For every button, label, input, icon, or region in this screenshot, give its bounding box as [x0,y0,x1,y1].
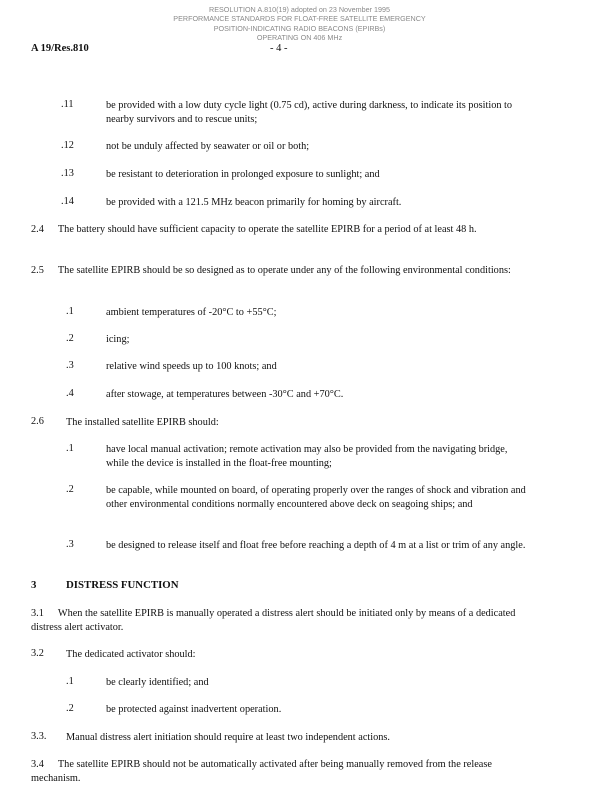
item-text: be resistant to deterioration in prolonged exposure to sunlight; and [106,169,380,180]
paragraph-3-1 [31,607,526,634]
document-reference: A 19/Res.810 [31,43,89,54]
item-number: .2 [66,703,74,714]
paragraph-number: 2.5 [31,265,44,276]
item-text: be protected against inadvertent operation. [106,704,282,715]
item-number: .2 [66,333,74,344]
paragraph-number: 3.3. [31,731,47,742]
paragraph-number: 3.1 [31,608,44,619]
item-text: have local manual activation; remote activation may also be provided from the navigating bridge, while the device is installed in the float-free mounting; [106,444,508,469]
running-header-line: POSITION-INDICATING RADIO BEACONS (EPIRBs) [213,23,386,33]
item-number: .3 [66,539,74,550]
item-text: be capable, while mounted on board, of operating properly over the ranges of shock and vibration and other environmental conditions normally encountered above deck on seagoing ships; and [106,485,526,510]
item-text: ambient temperatures of -20°C to +55°C; [106,307,277,318]
item-text: be designed to release itself and float free before reaching a depth of 4 m at a list or trim of any angle. [106,540,526,551]
section-title: DISTRESS FUNCTION [66,579,179,591]
running-header-line: OPERATING ON 406 MHz [256,33,343,43]
item-number: .1 [66,676,74,687]
item-number: .1 [66,306,74,317]
item-number: .14 [61,196,74,207]
paragraph-3-4 [31,758,526,785]
paragraph-text: The dedicated activator should: [66,649,196,660]
item-number: .4 [66,388,74,399]
item-number: .3 [66,360,74,371]
paragraph-number: 3.4 [31,759,44,770]
paragraph-number: 3.2 [31,648,44,659]
item-text: be provided with a low duty cycle light (0.75 cd), active during darkness, to indicate its position to nearby survivors and to rescue units; [106,100,513,125]
item-number: .2 [66,484,74,495]
running-header-line: RESOLUTION A.810(19) adopted on 23 November 1995 [209,5,390,14]
item-text: be provided with a 121.5 MHz beacon primarily for homing by aircraft. [106,197,402,208]
paragraph-2-5 [31,264,526,278]
item-text: be clearly identified; and [106,677,209,688]
running-header-line: PERFORMANCE STANDARDS FOR FLOAT-FREE SATELLITE EMERGENCY [173,14,426,24]
item-text: not be unduly affected by seawater or oil or both; [106,141,310,152]
paragraph-number: 2.6 [31,416,44,427]
item-number: .11 [61,99,74,110]
paragraph-text: The satellite EPIRB should not be automatically activated after being manually removed from the release mechanism. [31,759,492,784]
section-number: 3 [31,579,37,591]
paragraph-2-4 [31,223,526,237]
item-text: relative wind speeds up to 100 knots; and [106,361,277,372]
item-text: icing; [106,334,130,345]
paragraph-number: 2.4 [31,224,44,235]
page-number: - 4 - [270,43,288,54]
item-number: .12 [61,140,74,151]
paragraph-text: Manual distress alert initiation should require at least two independent actions. [66,732,390,743]
item-number: .1 [66,443,74,454]
running-header [0,5,599,43]
item-text: after stowage, at temperatures between -30°C and +70°C. [106,389,344,400]
paragraph-text: The installed satellite EPIRB should: [66,417,219,428]
paragraph-text: The satellite EPIRB should be so designed as to operate under any of the following environmental conditions: [57,265,511,276]
item-number: .13 [61,168,74,179]
paragraph-text: The battery should have sufficient capacity to operate the satellite EPIRB for a period of at least 48 h. [57,224,477,235]
paragraph-text: When the satellite EPIRB is manually operated a distress alert should be initiated only by means of a dedicated distress alert activator. [31,608,516,633]
